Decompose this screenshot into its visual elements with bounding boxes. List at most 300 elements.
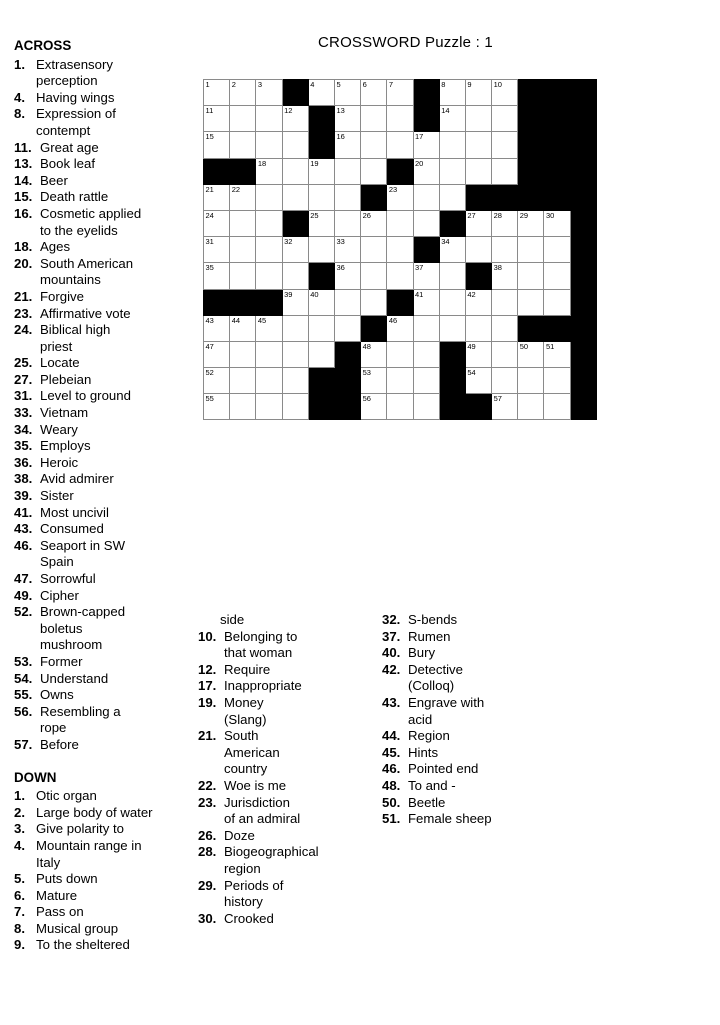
grid-cell[interactable] — [387, 132, 413, 158]
grid-cell[interactable] — [361, 132, 387, 158]
clue-item — [198, 678, 378, 695]
clue-number: 26. — [198, 827, 217, 843]
clue-item — [14, 888, 200, 905]
clue-item — [198, 695, 378, 712]
clue-item — [14, 289, 200, 306]
clue-number: 21. — [198, 728, 217, 744]
grid-cell[interactable] — [204, 210, 230, 236]
grid-cell[interactable] — [204, 315, 230, 341]
clue-text-continuation: priest — [40, 338, 73, 354]
clue-item — [198, 828, 378, 845]
clue-number: 52. — [14, 604, 33, 620]
grid-block-cell — [570, 341, 596, 367]
clue-text-continuation: contempt — [36, 122, 91, 138]
grid-cell[interactable] — [282, 158, 308, 184]
grid-cell-number: 44 — [231, 315, 241, 325]
clue-item — [14, 687, 200, 704]
grid-cell[interactable] — [308, 210, 334, 236]
clue-text: Pointed end — [408, 761, 479, 777]
grid-cell[interactable] — [334, 237, 360, 263]
grid-cell[interactable] — [204, 368, 230, 394]
grid-cell[interactable] — [544, 210, 570, 236]
grid-cell[interactable] — [544, 289, 570, 315]
clue-item — [14, 871, 200, 888]
grid-cell[interactable] — [361, 263, 387, 289]
clue-text: Periods of — [224, 877, 284, 893]
clue-number: 6. — [14, 887, 25, 903]
clue-number: 4. — [14, 837, 25, 853]
grid-row — [204, 158, 597, 184]
clue-text: Avid admirer — [40, 471, 114, 487]
grid-block-cell — [439, 210, 465, 236]
grid-block-cell — [387, 289, 413, 315]
grid-cell[interactable] — [256, 158, 282, 184]
grid-cell[interactable] — [492, 315, 518, 341]
grid-cell[interactable] — [387, 210, 413, 236]
clue-number: 48. — [382, 777, 401, 793]
grid-cell[interactable] — [465, 237, 491, 263]
clue-item — [14, 372, 200, 389]
grid-cell[interactable] — [361, 158, 387, 184]
grid-block-cell — [492, 184, 518, 210]
grid-cell[interactable] — [282, 368, 308, 394]
grid-cell[interactable] — [387, 368, 413, 394]
clue-text: Resembling a — [40, 703, 121, 719]
grid-cell[interactable] — [413, 210, 439, 236]
clue-text-continuation: country — [224, 761, 268, 777]
grid-cell[interactable] — [256, 106, 282, 132]
grid-cell[interactable] — [334, 106, 360, 132]
clue-text: Seaport in SW — [40, 537, 126, 553]
grid-cell-number: 26 — [362, 210, 371, 220]
grid-cell-number: 23 — [388, 184, 398, 194]
grid-cell[interactable] — [465, 158, 491, 184]
clue-number: 28. — [198, 844, 217, 860]
clue-text-continuation: acid — [408, 711, 433, 727]
grid-cell[interactable] — [544, 394, 570, 420]
grid-cell[interactable] — [439, 315, 465, 341]
grid-cell[interactable] — [308, 315, 334, 341]
clue-text: Otic organ — [36, 788, 97, 804]
grid-cell[interactable] — [492, 158, 518, 184]
grid-cell-number: 8 — [441, 80, 446, 89]
grid-cell[interactable] — [387, 315, 413, 341]
clue-item — [14, 156, 200, 173]
clue-number: 12. — [198, 661, 217, 677]
grid-cell[interactable] — [256, 315, 282, 341]
grid-cell[interactable] — [308, 184, 334, 210]
clue-item — [382, 778, 562, 795]
grid-cell[interactable] — [282, 315, 308, 341]
grid-cell[interactable] — [230, 237, 256, 263]
grid-block-cell — [570, 106, 596, 132]
grid-cell-number: 28 — [493, 210, 502, 220]
clue-number: 18. — [14, 239, 33, 255]
grid-cell[interactable] — [334, 80, 360, 106]
grid-cell[interactable] — [361, 106, 387, 132]
grid-cell[interactable] — [439, 289, 465, 315]
grid-cell[interactable] — [518, 341, 544, 367]
grid-cell[interactable] — [230, 106, 256, 132]
grid-block-cell — [230, 158, 256, 184]
clue-item — [14, 571, 200, 588]
grid-cell[interactable] — [230, 210, 256, 236]
clue-number: 17. — [198, 678, 217, 694]
grid-body — [204, 80, 597, 420]
grid-cell[interactable] — [204, 237, 230, 263]
grid-block-cell — [544, 184, 570, 210]
grid-cell[interactable] — [282, 132, 308, 158]
grid-cell[interactable] — [308, 80, 334, 106]
grid-cell[interactable] — [413, 263, 439, 289]
clue-text: Before — [40, 736, 79, 752]
grid-block-cell — [518, 132, 544, 158]
grid-cell[interactable] — [204, 184, 230, 210]
clue-item — [14, 355, 200, 372]
grid-cell[interactable] — [334, 315, 360, 341]
grid-cell[interactable] — [282, 237, 308, 263]
grid-block-cell — [413, 237, 439, 263]
grid-block-cell — [544, 132, 570, 158]
grid-cell[interactable] — [230, 394, 256, 420]
clue-text: Puts down — [36, 871, 98, 887]
across-heading: ACROSS — [14, 38, 72, 53]
grid-cell-number: 37 — [415, 263, 424, 273]
grid-cell[interactable] — [413, 315, 439, 341]
down-heading: DOWN — [14, 769, 57, 785]
grid-cell[interactable] — [204, 394, 230, 420]
clue-text: Require — [224, 661, 271, 677]
grid-cell[interactable] — [439, 237, 465, 263]
grid-cell[interactable] — [439, 80, 465, 106]
clue-text-continuation: (Colloq) — [408, 678, 455, 694]
clue-number: 27. — [14, 371, 33, 387]
grid-cell-number: 22 — [231, 184, 241, 194]
grid-cell[interactable] — [230, 80, 256, 106]
grid-cell[interactable] — [492, 106, 518, 132]
grid-cell[interactable] — [518, 237, 544, 263]
grid-cell-number: 30 — [545, 210, 555, 220]
grid-cell[interactable] — [256, 132, 282, 158]
clue-item — [14, 521, 200, 538]
grid-cell[interactable] — [492, 237, 518, 263]
grid-cell[interactable] — [334, 158, 360, 184]
grid-cell[interactable] — [256, 341, 282, 367]
grid-row — [204, 132, 597, 158]
grid-cell[interactable] — [439, 263, 465, 289]
grid-cell[interactable] — [361, 80, 387, 106]
clue-text: Doze — [224, 827, 255, 843]
grid-cell[interactable] — [413, 158, 439, 184]
clue-text: Jurisdiction — [224, 794, 290, 810]
grid-cell[interactable] — [492, 132, 518, 158]
grid-block-cell — [544, 80, 570, 106]
clue-number: 56. — [14, 703, 33, 719]
clue-item — [14, 189, 200, 206]
grid-cell[interactable] — [334, 132, 360, 158]
clue-number: 39. — [14, 488, 33, 504]
grid-cell[interactable] — [544, 368, 570, 394]
grid-cell[interactable] — [256, 80, 282, 106]
grid-cell[interactable] — [465, 80, 491, 106]
grid-cell[interactable] — [256, 210, 282, 236]
grid-block-cell — [282, 80, 308, 106]
grid-cell[interactable] — [413, 368, 439, 394]
grid-block-cell — [387, 158, 413, 184]
clue-number: 57. — [14, 736, 33, 752]
grid-cell[interactable] — [308, 341, 334, 367]
clue-text: Cipher — [40, 587, 79, 603]
clue-number: 1. — [14, 56, 25, 72]
grid-cell[interactable] — [282, 184, 308, 210]
grid-cell-number: 49 — [467, 341, 476, 351]
grid-block-cell — [570, 289, 596, 315]
grid-cell[interactable] — [544, 341, 570, 367]
clue-text: Vietnam — [40, 405, 89, 421]
grid-cell[interactable] — [334, 184, 360, 210]
clue-text: Musical group — [36, 920, 119, 936]
grid-cell[interactable] — [387, 184, 413, 210]
grid-block-cell — [308, 106, 334, 132]
grid-row — [204, 237, 597, 263]
clue-text: Belonging to — [224, 628, 298, 644]
grid-cell-number: 9 — [467, 80, 472, 89]
grid-cell[interactable] — [439, 184, 465, 210]
grid-cell[interactable] — [256, 184, 282, 210]
grid-block-cell — [282, 210, 308, 236]
grid-block-cell — [308, 132, 334, 158]
grid-cell[interactable] — [361, 210, 387, 236]
clue-number: 54. — [14, 670, 33, 686]
grid-cell-number: 41 — [415, 289, 424, 299]
crossword-grid[interactable] — [203, 79, 597, 420]
grid-cell[interactable] — [439, 132, 465, 158]
grid-cell-number: 45 — [257, 315, 267, 325]
grid-cell[interactable] — [413, 394, 439, 420]
grid-cell[interactable] — [256, 394, 282, 420]
clue-item — [14, 704, 200, 721]
clue-text: Give polarity to — [36, 821, 124, 837]
grid-cell-number: 52 — [205, 368, 214, 378]
grid-cell[interactable] — [492, 210, 518, 236]
grid-cell-number: 33 — [336, 237, 345, 247]
grid-cell[interactable] — [308, 158, 334, 184]
clue-text-continuation: region — [224, 860, 261, 876]
grid-cell-number: 53 — [362, 368, 371, 378]
down-clue-list-part1 — [14, 788, 200, 954]
clue-number: 20. — [14, 255, 33, 271]
clue-number: 16. — [14, 205, 33, 221]
grid-block-cell — [361, 315, 387, 341]
grid-cell[interactable] — [256, 263, 282, 289]
grid-cell-number: 47 — [205, 341, 214, 351]
grid-cell[interactable] — [492, 368, 518, 394]
grid-cell[interactable] — [282, 341, 308, 367]
clue-number: 31. — [14, 388, 33, 404]
grid-cell[interactable] — [361, 394, 387, 420]
grid-cell[interactable] — [465, 315, 491, 341]
grid-cell[interactable] — [465, 210, 491, 236]
grid-block-cell — [308, 263, 334, 289]
clue-text-continuation: mountains — [40, 272, 101, 288]
clue-item — [198, 728, 378, 745]
grid-cell[interactable] — [387, 263, 413, 289]
clue-item — [14, 322, 200, 339]
grid-block-cell — [544, 106, 570, 132]
clue-item — [198, 778, 378, 795]
grid-block-cell — [570, 184, 596, 210]
grid-cell[interactable] — [308, 289, 334, 315]
down-clue-list-part3 — [382, 612, 562, 828]
grid-cell-number: 35 — [205, 263, 214, 273]
grid-block-cell — [544, 315, 570, 341]
grid-cell-number: 11 — [205, 106, 214, 116]
clue-text-continuation: boletus — [40, 620, 83, 636]
clue-number: 55. — [14, 687, 33, 703]
grid-cell[interactable] — [465, 106, 491, 132]
grid-cell[interactable] — [492, 341, 518, 367]
clue-text: Consumed — [40, 521, 104, 537]
grid-cell[interactable] — [204, 106, 230, 132]
grid-cell[interactable] — [361, 237, 387, 263]
clue-item — [14, 671, 200, 688]
grid-cell[interactable] — [230, 132, 256, 158]
grid-cell-number: 2 — [231, 80, 236, 89]
grid-cell[interactable] — [465, 341, 491, 367]
clue-number: 22. — [198, 777, 217, 793]
clue-text: Having wings — [36, 89, 115, 105]
grid-cell[interactable] — [282, 106, 308, 132]
grid-cell[interactable] — [204, 132, 230, 158]
grid-cell[interactable] — [230, 315, 256, 341]
grid-cell-number: 31 — [205, 237, 214, 247]
grid-cell[interactable] — [387, 80, 413, 106]
grid-cell[interactable] — [544, 263, 570, 289]
grid-cell-number: 16 — [336, 132, 345, 142]
clue-text-continuation: Italy — [36, 854, 61, 870]
grid-block-cell — [544, 158, 570, 184]
grid-cell-number: 38 — [493, 263, 502, 273]
clue-text: S-bends — [408, 612, 458, 627]
clue-number: 37. — [382, 628, 401, 644]
grid-cell-number: 27 — [467, 210, 476, 220]
grid-cell[interactable] — [204, 80, 230, 106]
clue-item — [14, 588, 200, 605]
grid-cell[interactable] — [413, 132, 439, 158]
grid-cell[interactable] — [544, 237, 570, 263]
clue-item — [198, 911, 378, 928]
grid-cell[interactable] — [465, 289, 491, 315]
clue-text: Crooked — [224, 910, 274, 926]
clue-text: Mountain range in — [36, 837, 142, 853]
grid-cell[interactable] — [465, 132, 491, 158]
grid-block-cell — [570, 394, 596, 420]
grid-cell-number: 18 — [257, 158, 267, 168]
grid-cell[interactable] — [256, 368, 282, 394]
clue-text: Forgive — [40, 288, 84, 304]
clue-item — [14, 471, 200, 488]
grid-block-cell — [570, 368, 596, 394]
grid-cell-number: 55 — [205, 394, 214, 404]
grid-cell[interactable] — [256, 237, 282, 263]
grid-cell[interactable] — [387, 394, 413, 420]
grid-cell[interactable] — [282, 289, 308, 315]
grid-cell[interactable] — [439, 106, 465, 132]
grid-cell[interactable] — [387, 106, 413, 132]
clue-text: Most uncivil — [40, 504, 109, 520]
clue-item — [14, 455, 200, 472]
clue-text: Beetle — [408, 794, 446, 810]
grid-cell[interactable] — [230, 341, 256, 367]
clue-item — [14, 838, 200, 855]
grid-cell[interactable] — [334, 210, 360, 236]
grid-cell[interactable] — [518, 263, 544, 289]
clue-text: South — [224, 728, 259, 744]
grid-block-cell — [334, 394, 360, 420]
clue-item — [14, 654, 200, 671]
grid-cell[interactable] — [334, 263, 360, 289]
grid-cell[interactable] — [334, 289, 360, 315]
clue-text-continuation: of an admiral — [224, 811, 301, 827]
grid-cell[interactable] — [282, 263, 308, 289]
grid-cell[interactable] — [387, 341, 413, 367]
grid-cell[interactable] — [518, 368, 544, 394]
grid-cell[interactable] — [230, 184, 256, 210]
grid-cell[interactable] — [361, 289, 387, 315]
clue-number: 32. — [382, 612, 401, 627]
clue-item — [382, 695, 562, 712]
clue-number: 2. — [14, 804, 25, 820]
grid-cell[interactable] — [465, 368, 491, 394]
grid-cell[interactable] — [361, 341, 387, 367]
clue-item — [14, 306, 200, 323]
grid-block-cell — [308, 368, 334, 394]
grid-cell[interactable] — [230, 263, 256, 289]
grid-cell[interactable] — [492, 80, 518, 106]
grid-cell[interactable] — [230, 368, 256, 394]
grid-cell[interactable] — [518, 210, 544, 236]
grid-block-cell — [465, 263, 491, 289]
grid-cell-number: 48 — [362, 341, 371, 351]
grid-cell[interactable] — [439, 158, 465, 184]
grid-cell[interactable] — [361, 368, 387, 394]
across-clue-list — [14, 57, 200, 754]
grid-cell-number: 25 — [310, 210, 319, 220]
grid-block-cell — [204, 158, 230, 184]
grid-cell[interactable] — [413, 341, 439, 367]
grid-cell-number: 10 — [493, 80, 502, 89]
grid-cell[interactable] — [492, 289, 518, 315]
grid-cell[interactable] — [204, 341, 230, 367]
grid-cell[interactable] — [518, 394, 544, 420]
clue-item — [14, 805, 200, 822]
grid-cell[interactable] — [282, 394, 308, 420]
clue-text: Rumen — [408, 628, 451, 644]
clues-column-middle — [198, 612, 378, 927]
grid-cell[interactable] — [518, 289, 544, 315]
grid-cell[interactable] — [387, 237, 413, 263]
grid-cell[interactable] — [308, 237, 334, 263]
grid-cell[interactable] — [492, 263, 518, 289]
clue-number: 36. — [14, 454, 33, 470]
grid-cell[interactable] — [204, 263, 230, 289]
grid-cell-number: 50 — [519, 341, 529, 351]
clue-item — [14, 788, 200, 805]
grid-cell[interactable] — [413, 184, 439, 210]
grid-cell[interactable] — [492, 394, 518, 420]
grid-cell[interactable] — [413, 289, 439, 315]
grid-row — [204, 341, 597, 367]
